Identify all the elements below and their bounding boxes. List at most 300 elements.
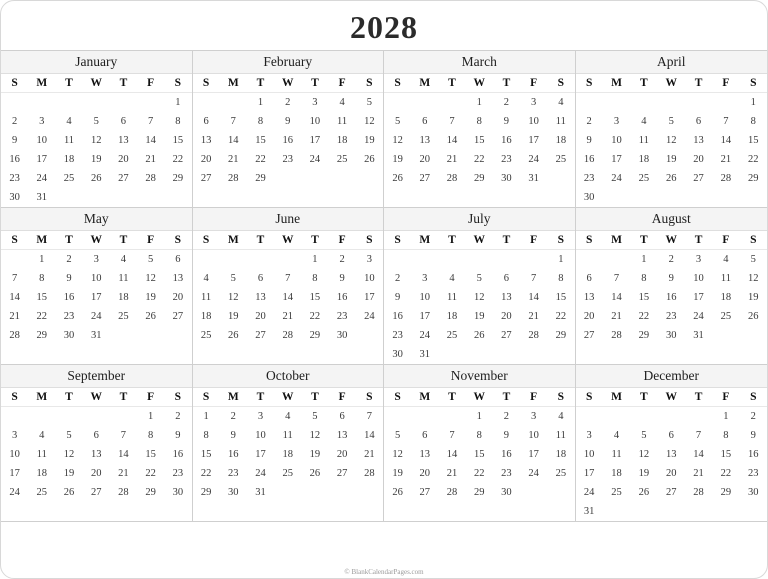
day-cell[interactable]: 9 [285, 116, 291, 127]
day-cell[interactable]: 7 [723, 116, 729, 127]
day-cell[interactable]: 10 [364, 273, 375, 284]
day-cell[interactable]: 17 [364, 292, 375, 303]
day-cell[interactable]: 28 [693, 487, 704, 498]
day-cell[interactable]: 23 [63, 311, 75, 322]
day-cell[interactable]: 16 [172, 449, 184, 460]
day-cell[interactable]: 15 [555, 292, 567, 303]
day-cell[interactable]: 19 [392, 154, 403, 165]
day-cell[interactable]: 13 [255, 292, 266, 303]
day-cell[interactable]: 3 [530, 97, 537, 108]
day-cell[interactable]: 15 [473, 135, 485, 146]
day-cell[interactable]: 23 [583, 173, 595, 184]
day-cell[interactable]: 7 [530, 273, 537, 284]
day-cell[interactable]: 20 [693, 154, 704, 165]
day-cell[interactable]: 6 [120, 116, 127, 127]
day-cell[interactable]: 26 [392, 173, 403, 184]
day-cell[interactable]: 29 [200, 487, 212, 498]
day-cell[interactable]: 4 [39, 430, 45, 441]
day-cell[interactable]: 14 [228, 135, 239, 146]
day-cell[interactable]: 2 [339, 254, 345, 265]
day-cell[interactable]: 26 [665, 173, 677, 184]
day-cell[interactable]: 2 [11, 116, 18, 127]
day-cell[interactable]: 6 [257, 273, 264, 284]
day-cell[interactable]: 30 [501, 487, 512, 498]
day-cell[interactable]: 3 [695, 254, 702, 265]
day-cell[interactable]: 25 [555, 468, 567, 479]
day-cell[interactable]: 2 [394, 273, 401, 284]
day-cell[interactable]: 29 [748, 173, 759, 184]
day-cell[interactable]: 2 [503, 97, 510, 108]
day-cell[interactable]: 27 [336, 468, 348, 479]
day-cell[interactable]: 17 [90, 292, 102, 303]
day-cell[interactable]: 3 [312, 97, 318, 108]
day-cell[interactable]: 18 [555, 449, 567, 460]
day-cell[interactable]: 14 [282, 292, 293, 303]
day-cell[interactable]: 23 [336, 311, 348, 322]
day-cell[interactable]: 3 [39, 116, 45, 127]
day-cell[interactable]: 24 [9, 487, 20, 498]
day-cell[interactable]: 8 [203, 430, 209, 441]
day-cell[interactable]: 9 [503, 116, 510, 127]
day-cell[interactable]: 30 [228, 487, 239, 498]
day-cell[interactable]: 29 [172, 173, 184, 184]
day-cell[interactable]: 15 [720, 449, 732, 460]
day-cell[interactable]: 3 [93, 254, 99, 265]
day-cell[interactable]: 28 [282, 330, 293, 341]
day-cell[interactable]: 1 [147, 411, 154, 422]
day-cell[interactable]: 9 [668, 273, 674, 284]
day-cell[interactable]: 10 [255, 430, 266, 441]
day-cell[interactable]: 30 [392, 349, 403, 360]
day-cell[interactable]: 12 [748, 273, 759, 284]
day-cell[interactable]: 18 [118, 292, 129, 303]
day-cell[interactable]: 28 [720, 173, 732, 184]
day-cell[interactable]: 5 [147, 254, 154, 265]
day-cell[interactable]: 4 [339, 97, 345, 108]
day-cell[interactable]: 14 [528, 292, 539, 303]
day-cell[interactable]: 14 [693, 449, 704, 460]
day-cell[interactable]: 29 [473, 487, 485, 498]
day-cell[interactable]: 28 [528, 330, 539, 341]
day-cell[interactable]: 24 [255, 468, 266, 479]
day-cell[interactable]: 29 [473, 173, 485, 184]
day-cell[interactable]: 4 [558, 97, 564, 108]
day-cell[interactable]: 15 [172, 135, 184, 146]
day-cell[interactable]: 11 [638, 135, 649, 146]
day-cell[interactable]: 11 [201, 292, 212, 303]
day-cell[interactable]: 25 [611, 487, 622, 498]
day-cell[interactable]: 12 [145, 273, 156, 284]
day-cell[interactable]: 6 [93, 430, 99, 441]
day-cell[interactable]: 24 [90, 311, 102, 322]
day-cell[interactable]: 3 [257, 411, 264, 422]
day-cell[interactable]: 11 [36, 449, 47, 460]
day-cell[interactable]: 15 [255, 135, 266, 146]
day-cell[interactable]: 23 [172, 468, 184, 479]
day-cell[interactable]: 20 [419, 154, 431, 165]
day-cell[interactable]: 11 [337, 116, 348, 127]
day-cell[interactable]: 21 [282, 311, 293, 322]
day-cell[interactable]: 19 [473, 311, 485, 322]
day-cell[interactable]: 28 [446, 487, 458, 498]
day-cell[interactable]: 24 [611, 173, 622, 184]
day-cell[interactable]: 28 [364, 468, 375, 479]
day-cell[interactable]: 22 [145, 468, 156, 479]
day-cell[interactable]: 8 [312, 273, 318, 284]
day-cell[interactable]: 2 [175, 411, 181, 422]
day-cell[interactable]: 23 [228, 468, 239, 479]
day-cell[interactable]: 8 [175, 116, 181, 127]
day-cell[interactable]: 30 [172, 487, 184, 498]
day-cell[interactable]: 1 [476, 97, 482, 108]
day-cell[interactable]: 22 [473, 468, 485, 479]
day-cell[interactable]: 31 [693, 330, 704, 341]
day-cell[interactable]: 23 [501, 154, 512, 165]
day-cell[interactable]: 2 [586, 116, 592, 127]
day-cell[interactable]: 16 [501, 449, 512, 460]
day-cell[interactable]: 26 [90, 173, 102, 184]
day-cell[interactable]: 8 [257, 116, 264, 127]
day-cell[interactable]: 23 [282, 154, 293, 165]
day-cell[interactable]: 9 [339, 273, 345, 284]
day-cell[interactable]: 30 [9, 192, 20, 203]
day-cell[interactable]: 26 [748, 311, 759, 322]
day-cell[interactable]: 24 [419, 330, 431, 341]
day-cell[interactable]: 27 [419, 173, 431, 184]
day-cell[interactable]: 24 [583, 487, 595, 498]
day-cell[interactable]: 15 [473, 449, 485, 460]
day-cell[interactable]: 6 [586, 273, 592, 284]
day-cell[interactable]: 25 [118, 311, 129, 322]
day-cell[interactable]: 7 [613, 273, 620, 284]
day-cell[interactable]: 27 [255, 330, 266, 341]
day-cell[interactable]: 26 [392, 487, 403, 498]
day-cell[interactable]: 28 [228, 173, 239, 184]
day-cell[interactable]: 8 [641, 273, 647, 284]
day-cell[interactable]: 14 [364, 430, 375, 441]
day-cell[interactable]: 1 [723, 411, 729, 422]
day-cell[interactable]: 20 [583, 311, 595, 322]
day-cell[interactable]: 10 [90, 273, 102, 284]
day-cell[interactable]: 2 [750, 411, 756, 422]
day-cell[interactable]: 8 [723, 430, 729, 441]
day-cell[interactable]: 7 [147, 116, 154, 127]
day-cell[interactable]: 8 [39, 273, 45, 284]
day-cell[interactable]: 22 [638, 311, 650, 322]
day-cell[interactable]: 17 [309, 135, 321, 146]
day-cell[interactable]: 15 [36, 292, 48, 303]
day-cell[interactable]: 5 [476, 273, 482, 284]
day-cell[interactable]: 23 [665, 311, 677, 322]
day-cell[interactable]: 18 [611, 468, 622, 479]
day-cell[interactable]: 18 [638, 154, 650, 165]
day-cell[interactable]: 10 [528, 116, 539, 127]
day-cell[interactable]: 4 [613, 430, 620, 441]
day-cell[interactable]: 15 [748, 135, 759, 146]
day-cell[interactable]: 10 [611, 135, 622, 146]
day-cell[interactable]: 20 [172, 292, 184, 303]
day-cell[interactable]: 4 [558, 411, 564, 422]
day-cell[interactable]: 8 [476, 116, 482, 127]
day-cell[interactable]: 12 [473, 292, 485, 303]
day-cell[interactable]: 3 [366, 254, 372, 265]
day-cell[interactable]: 13 [200, 135, 212, 146]
day-cell[interactable]: 5 [750, 254, 756, 265]
day-cell[interactable]: 4 [66, 116, 72, 127]
day-cell[interactable]: 20 [501, 311, 512, 322]
day-cell[interactable]: 5 [641, 430, 647, 441]
day-cell[interactable]: 18 [555, 135, 567, 146]
day-cell[interactable]: 7 [11, 273, 18, 284]
day-cell[interactable]: 16 [9, 154, 20, 165]
day-cell[interactable]: 21 [9, 311, 20, 322]
day-cell[interactable]: 25 [282, 468, 293, 479]
day-cell[interactable]: 31 [528, 173, 539, 184]
day-cell[interactable]: 27 [118, 173, 129, 184]
day-cell[interactable]: 17 [419, 311, 431, 322]
day-cell[interactable]: 21 [720, 154, 732, 165]
day-cell[interactable]: 10 [583, 449, 595, 460]
day-cell[interactable]: 19 [748, 292, 759, 303]
day-cell[interactable]: 22 [200, 468, 212, 479]
day-cell[interactable]: 7 [366, 411, 372, 422]
day-cell[interactable]: 16 [63, 292, 75, 303]
day-cell[interactable]: 9 [230, 430, 236, 441]
day-cell[interactable]: 14 [118, 449, 129, 460]
day-cell[interactable]: 27 [665, 487, 677, 498]
day-cell[interactable]: 14 [446, 135, 458, 146]
day-cell[interactable]: 6 [203, 116, 209, 127]
day-cell[interactable]: 20 [200, 154, 212, 165]
day-cell[interactable]: 8 [476, 430, 482, 441]
day-cell[interactable]: 28 [9, 330, 20, 341]
day-cell[interactable]: 5 [394, 430, 401, 441]
day-cell[interactable]: 21 [364, 449, 375, 460]
day-cell[interactable]: 31 [90, 330, 102, 341]
day-cell[interactable]: 18 [336, 135, 348, 146]
day-cell[interactable]: 28 [611, 330, 622, 341]
day-cell[interactable]: 30 [501, 173, 512, 184]
day-cell[interactable]: 28 [446, 173, 458, 184]
day-cell[interactable]: 31 [583, 506, 595, 517]
day-cell[interactable]: 11 [118, 273, 129, 284]
day-cell[interactable]: 19 [665, 154, 677, 165]
day-cell[interactable]: 10 [309, 116, 321, 127]
day-cell[interactable]: 1 [750, 97, 756, 108]
day-cell[interactable]: 30 [63, 330, 75, 341]
day-cell[interactable]: 29 [145, 487, 156, 498]
day-cell[interactable]: 10 [419, 292, 431, 303]
day-cell[interactable]: 2 [668, 254, 674, 265]
day-cell[interactable]: 16 [336, 292, 348, 303]
day-cell[interactable]: 29 [36, 330, 48, 341]
day-cell[interactable]: 16 [665, 292, 677, 303]
day-cell[interactable]: 11 [63, 135, 75, 146]
day-cell[interactable]: 10 [693, 273, 704, 284]
day-cell[interactable]: 12 [392, 449, 403, 460]
day-cell[interactable]: 23 [748, 468, 759, 479]
day-cell[interactable]: 21 [446, 468, 458, 479]
day-cell[interactable]: 6 [503, 273, 510, 284]
day-cell[interactable]: 6 [695, 116, 702, 127]
day-cell[interactable]: 9 [66, 273, 72, 284]
day-cell[interactable]: 30 [665, 330, 677, 341]
day-cell[interactable]: 30 [336, 330, 348, 341]
day-cell[interactable]: 13 [583, 292, 595, 303]
day-cell[interactable]: 31 [419, 349, 431, 360]
day-cell[interactable]: 13 [90, 449, 102, 460]
day-cell[interactable]: 20 [419, 468, 431, 479]
day-cell[interactable]: 12 [309, 430, 321, 441]
day-cell[interactable]: 2 [503, 411, 510, 422]
day-cell[interactable]: 1 [476, 411, 482, 422]
day-cell[interactable]: 12 [364, 116, 375, 127]
day-cell[interactable]: 17 [528, 449, 539, 460]
day-cell[interactable]: 17 [9, 468, 20, 479]
day-cell[interactable]: 25 [720, 311, 732, 322]
day-cell[interactable]: 11 [555, 430, 566, 441]
day-cell[interactable]: 6 [175, 254, 181, 265]
day-cell[interactable]: 17 [528, 135, 539, 146]
day-cell[interactable]: 27 [693, 173, 704, 184]
day-cell[interactable]: 25 [63, 173, 75, 184]
day-cell[interactable]: 26 [63, 487, 75, 498]
day-cell[interactable]: 3 [422, 273, 428, 284]
day-cell[interactable]: 5 [668, 116, 674, 127]
day-cell[interactable]: 27 [200, 173, 212, 184]
day-cell[interactable]: 6 [339, 411, 345, 422]
day-cell[interactable]: 1 [558, 254, 564, 265]
day-cell[interactable]: 2 [66, 254, 72, 265]
day-cell[interactable]: 13 [118, 135, 129, 146]
day-cell[interactable]: 25 [555, 154, 567, 165]
day-cell[interactable]: 12 [63, 449, 75, 460]
day-cell[interactable]: 24 [364, 311, 375, 322]
day-cell[interactable]: 21 [528, 311, 539, 322]
day-cell[interactable]: 9 [11, 135, 18, 146]
day-cell[interactable]: 4 [120, 254, 127, 265]
day-cell[interactable]: 9 [175, 430, 181, 441]
day-cell[interactable]: 12 [665, 135, 677, 146]
day-cell[interactable]: 7 [285, 273, 291, 284]
day-cell[interactable]: 25 [36, 487, 48, 498]
day-cell[interactable]: 19 [638, 468, 650, 479]
day-cell[interactable]: 16 [282, 135, 293, 146]
day-cell[interactable]: 14 [446, 449, 458, 460]
day-cell[interactable]: 4 [203, 273, 209, 284]
day-cell[interactable]: 16 [501, 135, 512, 146]
day-cell[interactable]: 29 [255, 173, 266, 184]
day-cell[interactable]: 12 [392, 135, 403, 146]
day-cell[interactable]: 19 [309, 449, 321, 460]
day-cell[interactable]: 7 [120, 430, 127, 441]
day-cell[interactable]: 26 [145, 311, 156, 322]
day-cell[interactable]: 19 [63, 468, 75, 479]
day-cell[interactable]: 21 [446, 154, 458, 165]
day-cell[interactable]: 22 [36, 311, 48, 322]
day-cell[interactable]: 21 [611, 311, 622, 322]
day-cell[interactable]: 2 [230, 411, 236, 422]
day-cell[interactable]: 8 [750, 116, 756, 127]
day-cell[interactable]: 1 [312, 254, 318, 265]
day-cell[interactable]: 20 [255, 311, 266, 322]
day-cell[interactable]: 20 [665, 468, 677, 479]
day-cell[interactable]: 17 [583, 468, 595, 479]
day-cell[interactable]: 28 [118, 487, 129, 498]
day-cell[interactable]: 14 [611, 292, 622, 303]
day-cell[interactable]: 16 [748, 449, 759, 460]
day-cell[interactable]: 3 [586, 430, 592, 441]
day-cell[interactable]: 17 [611, 154, 622, 165]
day-cell[interactable]: 20 [90, 468, 102, 479]
day-cell[interactable]: 1 [641, 254, 647, 265]
day-cell[interactable]: 30 [748, 487, 759, 498]
day-cell[interactable]: 25 [446, 330, 458, 341]
day-cell[interactable]: 17 [255, 449, 266, 460]
day-cell[interactable]: 9 [394, 292, 401, 303]
day-cell[interactable]: 14 [720, 135, 732, 146]
day-cell[interactable]: 31 [255, 487, 266, 498]
day-cell[interactable]: 19 [392, 468, 403, 479]
day-cell[interactable]: 4 [641, 116, 647, 127]
day-cell[interactable]: 27 [583, 330, 595, 341]
day-cell[interactable]: 11 [555, 116, 566, 127]
day-cell[interactable]: 23 [392, 330, 403, 341]
day-cell[interactable]: 5 [394, 116, 401, 127]
day-cell[interactable]: 5 [366, 97, 372, 108]
day-cell[interactable]: 30 [583, 192, 595, 203]
day-cell[interactable]: 1 [39, 254, 45, 265]
day-cell[interactable]: 21 [145, 154, 156, 165]
day-cell[interactable]: 2 [285, 97, 291, 108]
day-cell[interactable]: 18 [720, 292, 732, 303]
day-cell[interactable]: 14 [9, 292, 20, 303]
day-cell[interactable]: 23 [501, 468, 512, 479]
day-cell[interactable]: 7 [449, 116, 455, 127]
day-cell[interactable]: 24 [528, 468, 539, 479]
day-cell[interactable]: 15 [200, 449, 212, 460]
day-cell[interactable]: 27 [172, 311, 184, 322]
day-cell[interactable]: 22 [473, 154, 485, 165]
day-cell[interactable]: 28 [145, 173, 156, 184]
day-cell[interactable]: 9 [503, 430, 510, 441]
day-cell[interactable]: 25 [336, 154, 348, 165]
day-cell[interactable]: 1 [175, 97, 181, 108]
day-cell[interactable]: 29 [720, 487, 732, 498]
day-cell[interactable]: 11 [446, 292, 458, 303]
day-cell[interactable]: 10 [9, 449, 20, 460]
day-cell[interactable]: 22 [255, 154, 266, 165]
day-cell[interactable]: 13 [501, 292, 512, 303]
day-cell[interactable]: 24 [528, 154, 539, 165]
day-cell[interactable]: 15 [638, 292, 650, 303]
day-cell[interactable]: 18 [200, 311, 212, 322]
day-cell[interactable]: 23 [9, 173, 20, 184]
day-cell[interactable]: 3 [11, 430, 18, 441]
day-cell[interactable]: 29 [638, 330, 650, 341]
day-cell[interactable]: 13 [419, 449, 431, 460]
day-cell[interactable]: 9 [586, 135, 592, 146]
day-cell[interactable]: 1 [203, 411, 209, 422]
day-cell[interactable]: 11 [611, 449, 622, 460]
day-cell[interactable]: 27 [90, 487, 102, 498]
day-cell[interactable]: 16 [583, 154, 595, 165]
day-cell[interactable]: 1 [257, 97, 264, 108]
day-cell[interactable]: 15 [145, 449, 156, 460]
day-cell[interactable]: 25 [200, 330, 212, 341]
day-cell[interactable]: 19 [90, 154, 102, 165]
day-cell[interactable]: 7 [695, 430, 702, 441]
